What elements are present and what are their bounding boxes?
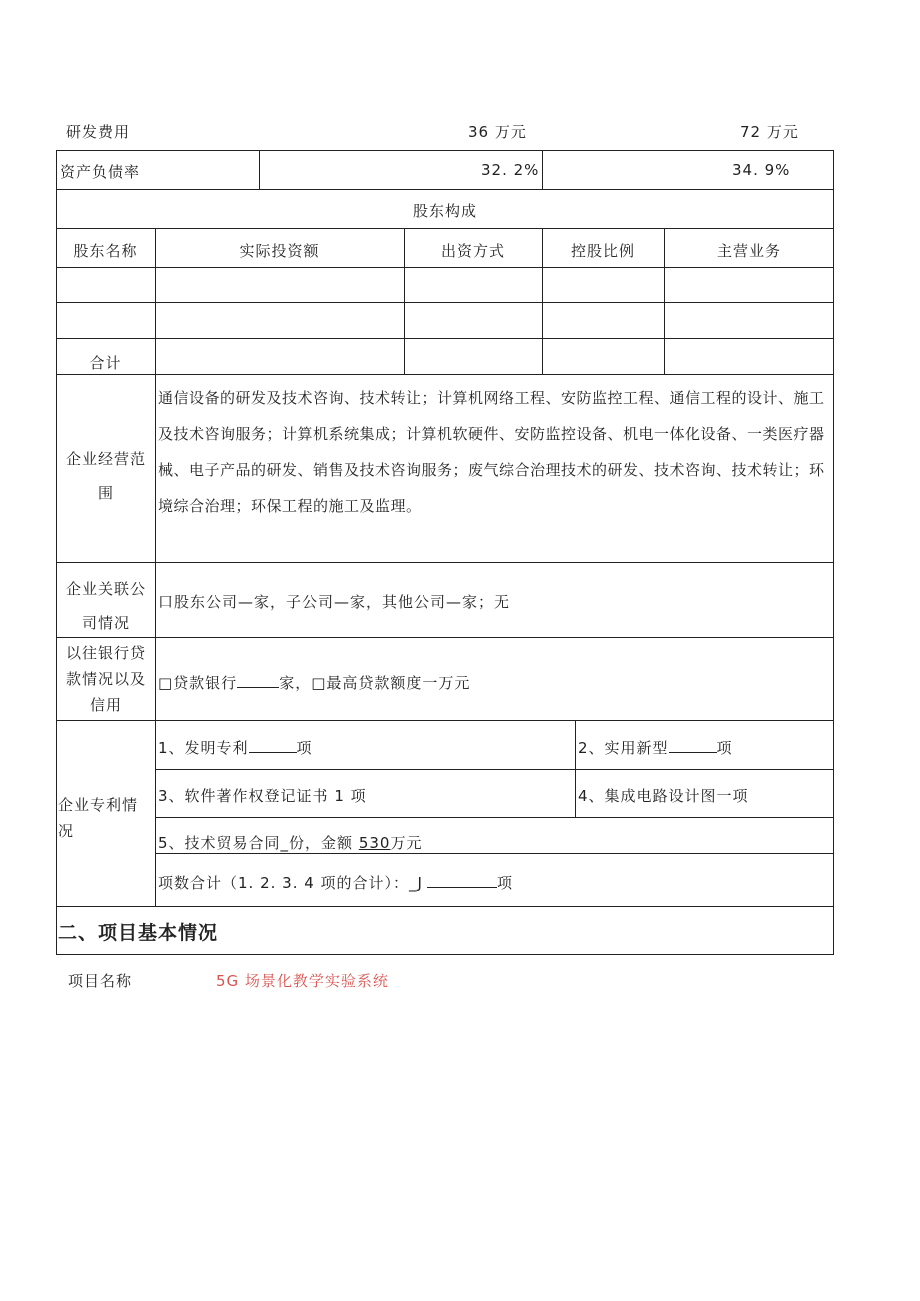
header-holding-ratio: 控股比例 (570, 242, 635, 260)
project-name-label: 项目名称 (68, 972, 133, 990)
patent-invention-text: 1、发明专利 (158, 739, 249, 757)
header-investment: 实际投资额 (239, 242, 320, 260)
section2-title: 二、项目基本情况 (58, 922, 219, 944)
invention-blank (249, 738, 297, 753)
bank-loans-label: 以往银行贷款情况以及信用 (65, 644, 146, 714)
header-main-business: 主营业务 (716, 242, 781, 260)
debt-value-2: 34. 9% (732, 161, 791, 179)
rd-value-1: 36 万元 (468, 123, 527, 141)
utility-blank (669, 738, 717, 753)
patent-trade-text: 5、技术贸易合同_份，金额 (158, 834, 354, 852)
patent-total-text: 项数合计（1. 2. 3. 4 项的合计）：_J (158, 874, 423, 892)
bank-loans-line (158, 672, 470, 693)
patent-utility-text: 2、实用新型 (578, 739, 669, 757)
patent-trade (158, 832, 422, 853)
patent-invention (158, 737, 313, 758)
total-label: 合计 (89, 354, 122, 372)
rd-label: 研发费用 (66, 123, 131, 141)
bank-count-blank (237, 673, 279, 688)
rd-value-2: 72 万元 (740, 123, 799, 141)
project-name-value: 5G 场景化教学实验系统 (216, 972, 389, 990)
patent-utility (578, 737, 733, 758)
patent-software: 3、软件著作权登记证书 1 项 (158, 787, 367, 805)
debt-label: 资产负债率 (60, 163, 141, 181)
business-scope-text: 通信设备的研发及技术咨询、技术转让；计算机网络工程、安防监控工程、通信工程的设计、施工及技术咨询服务；计算机系统集成；计算机软硬件、安防监控设备、机电一体化设备、一类医疗器械、电子产品的研发、销售及技术咨询服务；废气综合治理技术的研发、技术咨询、技术转让；环境综合治理；环保工程的施工及监理。 (158, 389, 825, 515)
bank-loans-text-b: 家，□最高贷款额度一万元 (279, 674, 471, 692)
related-companies-label: 企业关联公司情况 (65, 580, 146, 632)
shareholder-section-title: 股东构成 (412, 202, 477, 220)
patent-ic-design: 4、集成电路设计图一项 (578, 787, 749, 805)
debt-value-1: 32. 2% (481, 161, 540, 179)
patent-utility-unit: 项 (716, 739, 733, 757)
business-scope-label: 企业经营范围 (65, 450, 146, 502)
patent-total (158, 872, 513, 893)
header-contribution-method: 出资方式 (440, 242, 505, 260)
patents-label: 企业专利情况 (58, 796, 139, 840)
patent-trade-unit: 万元 (390, 834, 423, 852)
bank-loans-text-a: □贷款银行 (158, 674, 238, 692)
patent-total-unit: 项 (496, 874, 513, 892)
related-companies-text: 口股东公司—家，子公司—家，其他公司—家；无 (158, 593, 511, 611)
header-shareholder-name: 股东名称 (73, 242, 138, 260)
patent-trade-amount: 530 (358, 834, 391, 852)
total-blank (427, 873, 497, 888)
patent-invention-unit: 项 (296, 739, 313, 757)
